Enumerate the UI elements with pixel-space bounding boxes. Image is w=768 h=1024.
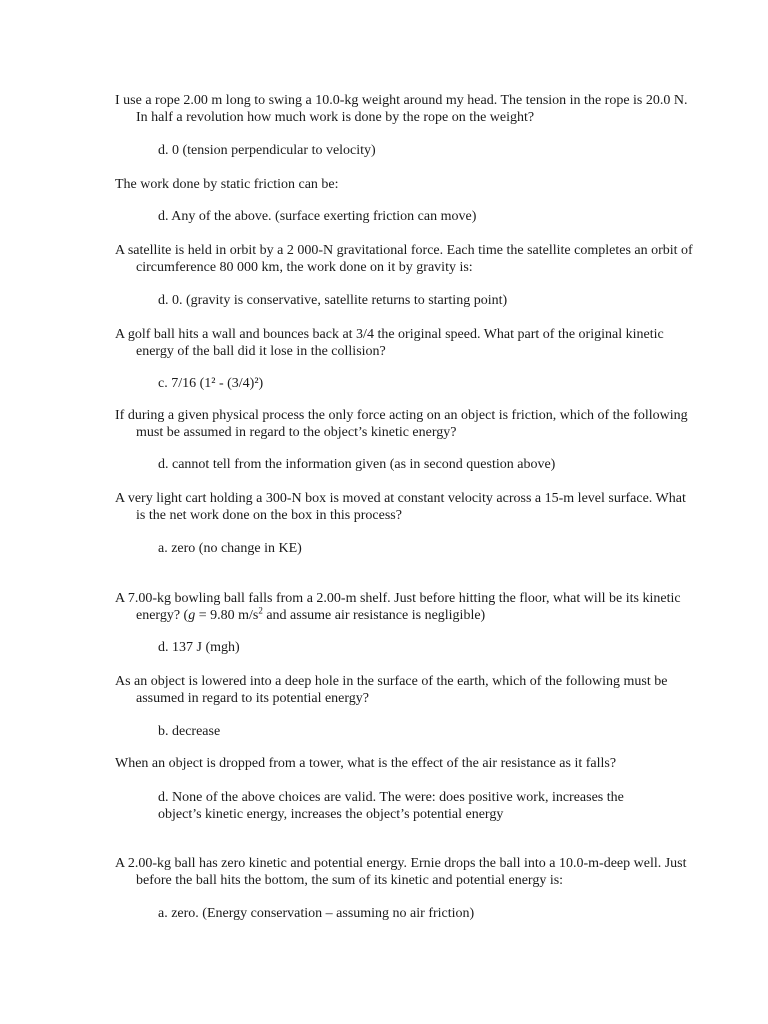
question-5: If during a given physical process the only force acting on an object is friction, which of the following must be assumed in regard to the object’s kinetic energy? xyxy=(115,408,688,440)
answer-6: a. zero (no change in KE) xyxy=(158,541,302,556)
question-6: A very light cart holding a 300-N box is moved at constant velocity across a 15-m level surface. What is the net work done on the box in this process? xyxy=(115,491,686,523)
gravity-symbol: g xyxy=(188,607,196,623)
exponent: 2 xyxy=(258,604,263,615)
question-10: A 2.00-kg ball has zero kinetic and potential energy. Ernie drops the ball into a 10.0-m-deep well. Just before the ball hits the bottom, the sum of its kinetic and potential energy is: xyxy=(115,856,687,888)
answer-10: a. zero. (Energy conservation – assuming no air friction) xyxy=(158,906,475,921)
answer-3: d. 0. (gravity is conservative, satellite returns to starting point) xyxy=(158,293,508,308)
question-7-value: = 9.80 m/s xyxy=(195,607,259,623)
question-7-rest: and assume air resistance is negligible) xyxy=(262,607,486,623)
question-2: The work done by static friction can be: xyxy=(115,177,339,192)
answer-4: c. 7/16 (1² - (3/4)²) xyxy=(158,376,264,391)
answer-5: d. cannot tell from the information given (as in second question above) xyxy=(158,457,556,472)
question-8: As an object is lowered into a deep hole in the surface of the earth, which of the following must be assumed in regard to its potential energy? xyxy=(115,674,668,706)
question-1: I use a rope 2.00 m long to swing a 10.0-kg weight around my head. The tension in the rope is 20.0 N. In half a revolution how much work is done by the rope on the weight? xyxy=(115,93,688,125)
answer-7: d. 137 J (mgh) xyxy=(158,640,240,655)
question-7-text: A 7.00-kg bowling ball falls from a 2.00-m shelf. Just before hitting the floor, what will be its kinetic energy? ( xyxy=(115,591,681,623)
question-4: A golf ball hits a wall and bounces back at 3/4 the original speed. What part of the original kinetic energy of the ball did it lose in the collision? xyxy=(115,327,664,359)
answer-1: d. 0 (tension perpendicular to velocity) xyxy=(158,143,376,158)
answer-8: b. decrease xyxy=(158,724,221,739)
answer-2: d. Any of the above. (surface exerting friction can move) xyxy=(158,209,477,224)
question-7 xyxy=(115,591,696,624)
question-3: A satellite is held in orbit by a 2 000-N gravitational force. Each time the satellite completes an orbit of circumference 80 000 km, the work done on it by gravity is: xyxy=(115,243,693,275)
question-9: When an object is dropped from a tower, what is the effect of the air resistance as it falls? xyxy=(115,756,617,771)
answer-9: d. None of the above choices are valid. The were: does positive work, increases the object’s kinetic energy, increases the object’s potential energy xyxy=(158,790,624,822)
